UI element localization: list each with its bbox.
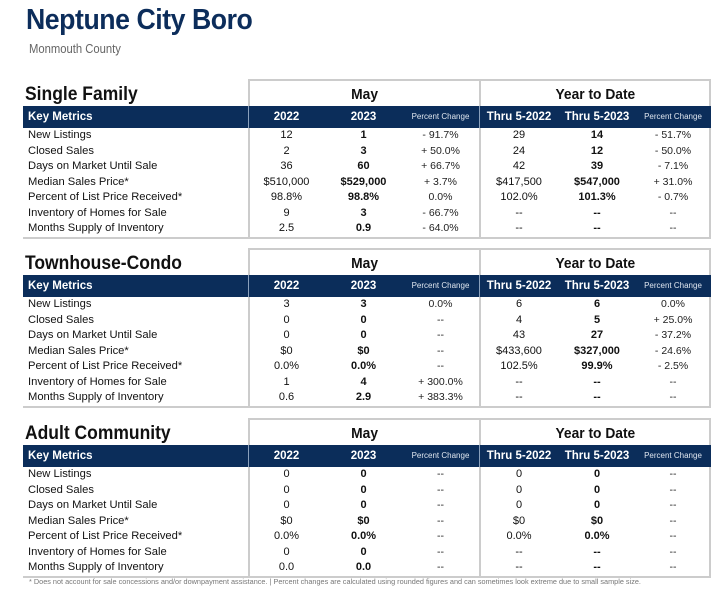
col-header-c6: Percent Change — [644, 112, 702, 121]
value-2022: 0.6 — [278, 391, 295, 403]
percent-change-ytd: - 2.5% — [657, 360, 689, 372]
value-ytd-2022: 102.0% — [500, 191, 538, 203]
section-single-family — [23, 79, 711, 239]
value-2022: 98.8% — [270, 191, 303, 203]
table-row — [23, 467, 711, 483]
col-header-c3: Percent Change — [411, 451, 470, 460]
percent-change-month: -- — [437, 344, 444, 357]
column-divider — [479, 297, 481, 406]
value-ytd-2023: 0 — [593, 468, 601, 480]
percent-change-month: -- — [437, 561, 444, 573]
table-right-border — [709, 128, 711, 237]
value-ytd-2022: 0 — [515, 468, 523, 480]
percent-change-ytd: -- — [669, 375, 677, 388]
percent-change-ytd: + 31.0% — [653, 175, 693, 188]
ytd-group-label: Year to Date — [555, 86, 635, 103]
percent-change-ytd: -- — [669, 483, 677, 496]
metric-label: Median Sales Price* — [28, 175, 129, 188]
header-divider — [479, 106, 480, 128]
table-row — [23, 297, 711, 313]
col-header-c1: 2022 — [273, 280, 300, 292]
value-ytd-2022: $433,600 — [496, 344, 542, 357]
metric-label: Median Sales Price* — [28, 344, 129, 357]
percent-change-ytd: - 24.6% — [654, 344, 692, 357]
metric-label: Days on Market Until Sale — [28, 329, 158, 341]
table-row — [23, 359, 711, 375]
col-header-c6: Percent Change — [644, 281, 702, 290]
value-ytd-2023: 6 — [593, 298, 601, 310]
percent-change-month: -- — [437, 313, 444, 326]
ytd-group-header — [479, 418, 711, 445]
section-title: Single Family — [25, 84, 138, 105]
column-divider — [479, 467, 481, 576]
value-2023: 0 — [360, 499, 367, 511]
value-2023: 3 — [360, 298, 367, 310]
percent-change-ytd: -- — [669, 499, 677, 511]
value-2023: 3 — [360, 144, 367, 157]
percent-change-ytd: 0.0% — [661, 298, 685, 310]
table-row — [23, 529, 711, 545]
month-group-label: May — [351, 86, 378, 103]
section-heading-row — [23, 79, 711, 106]
percent-change-month: + 66.7% — [421, 160, 460, 172]
table-row — [23, 190, 711, 206]
value-2023: 1 — [360, 129, 367, 141]
col-header-c3: Percent Change — [411, 281, 470, 290]
metric-label: Months Supply of Inventory — [28, 561, 164, 573]
value-ytd-2022: -- — [515, 222, 523, 234]
col-header-c1: 2022 — [273, 450, 300, 462]
header-divider — [479, 275, 480, 297]
metric-label: Inventory of Homes for Sale — [28, 545, 167, 558]
value-2022: 0 — [283, 313, 290, 326]
table-row — [23, 560, 711, 576]
table-row — [23, 514, 711, 530]
value-2022: 0.0% — [273, 360, 300, 372]
value-2022: $0 — [280, 344, 293, 357]
column-divider — [248, 128, 250, 237]
percent-change-ytd: -- — [669, 468, 677, 480]
value-ytd-2022: 24 — [512, 144, 526, 157]
value-2022: 3 — [283, 298, 290, 310]
col-header-c2: 2023 — [350, 450, 377, 462]
metric-label: Closed Sales — [28, 483, 94, 496]
table-row — [23, 144, 711, 160]
table-row — [23, 328, 711, 344]
value-2022: 9 — [283, 206, 290, 219]
value-ytd-2022: 6 — [515, 298, 523, 310]
percent-change-month: -- — [437, 499, 444, 511]
section-title: Adult Community — [25, 423, 171, 444]
value-ytd-2023: -- — [593, 222, 601, 234]
value-ytd-2022: 0 — [515, 499, 523, 511]
col-header-c4: Thru 5-2022 — [486, 280, 552, 292]
percent-change-month: + 50.0% — [421, 144, 460, 157]
col-header-c4: Thru 5-2022 — [486, 111, 552, 123]
percent-change-ytd: -- — [669, 545, 677, 558]
metric-label: New Listings — [28, 129, 92, 141]
percent-change-month: - 66.7% — [422, 206, 459, 219]
col-header-c5: Thru 5-2023 — [564, 450, 630, 462]
value-ytd-2023: -- — [593, 206, 601, 219]
percent-change-month: -- — [437, 514, 444, 527]
percent-change-ytd: - 37.2% — [654, 329, 692, 341]
percent-change-month: 0.0% — [428, 191, 453, 203]
footnote: * Does not account for sale concessions and/or downpayment assistance. | Percent changes are calculated using rounded figures and can sometimes look extreme due to small sample size. — [29, 577, 641, 586]
value-ytd-2022: 42 — [512, 160, 526, 172]
section-adult-community — [23, 418, 711, 578]
value-2023: 0.0% — [350, 530, 377, 542]
percent-change-month: -- — [437, 483, 444, 496]
col-header-c6: Percent Change — [644, 451, 702, 460]
value-ytd-2022: 0.0% — [506, 530, 532, 542]
value-2023: 0.9 — [355, 222, 372, 234]
ytd-group-header — [479, 248, 711, 275]
value-2023: $0 — [357, 344, 370, 357]
metrics-table-body — [23, 128, 711, 239]
value-ytd-2022: $0 — [512, 514, 526, 527]
value-ytd-2023: -- — [593, 545, 601, 558]
percent-change-month: + 300.0% — [418, 375, 463, 388]
percent-change-ytd: - 50.0% — [654, 144, 692, 157]
table-row — [23, 375, 711, 391]
value-ytd-2022: 29 — [512, 129, 526, 141]
value-ytd-2023: $547,000 — [574, 175, 620, 188]
value-2022: 2.5 — [278, 222, 295, 234]
percent-change-ytd: -- — [669, 222, 677, 234]
col-header-c1: 2022 — [273, 111, 300, 123]
value-ytd-2022: -- — [515, 391, 523, 403]
value-2023: 0 — [360, 313, 367, 326]
value-2023: 60 — [357, 160, 370, 172]
value-ytd-2023: -- — [593, 561, 601, 573]
column-header-bar — [23, 275, 711, 297]
value-2022: 0 — [283, 329, 290, 341]
value-ytd-2023: 27 — [590, 329, 604, 341]
value-ytd-2022: -- — [515, 561, 523, 573]
value-ytd-2022: 0 — [515, 483, 523, 496]
percent-change-month: + 3.7% — [424, 175, 457, 188]
table-row — [23, 344, 711, 360]
percent-change-ytd: - 0.7% — [657, 191, 689, 203]
value-2023: $529,000 — [340, 175, 387, 188]
value-ytd-2023: 0 — [593, 483, 601, 496]
column-divider — [248, 297, 250, 406]
value-ytd-2022: 43 — [512, 329, 526, 341]
month-group-label: May — [351, 255, 378, 272]
col-header-c5: Thru 5-2023 — [564, 280, 630, 292]
ytd-group-label: Year to Date — [555, 255, 635, 272]
header-divider — [248, 275, 249, 297]
col-key-metrics: Key Metrics — [28, 450, 93, 462]
value-ytd-2023: 12 — [590, 144, 604, 157]
percent-change-month: -- — [437, 329, 444, 341]
metric-label: Percent of List Price Received* — [28, 191, 183, 203]
metric-label: Months Supply of Inventory — [28, 222, 164, 234]
ytd-group-header — [479, 79, 711, 106]
section-townhouse-condo — [23, 248, 711, 408]
col-header-c3: Percent Change — [411, 112, 470, 121]
value-ytd-2023: 99.9% — [581, 360, 613, 372]
percent-change-ytd: -- — [669, 391, 677, 403]
percent-change-ytd: -- — [669, 530, 677, 542]
metric-label: Months Supply of Inventory — [28, 391, 164, 403]
value-2023: 4 — [360, 375, 367, 388]
page-title: Neptune City Boro — [26, 4, 253, 36]
table-row — [23, 175, 711, 191]
header-divider — [248, 445, 249, 467]
header-divider — [248, 106, 249, 128]
month-group-header — [248, 418, 479, 445]
metric-label: Inventory of Homes for Sale — [28, 206, 167, 219]
table-row — [23, 159, 711, 175]
col-key-metrics: Key Metrics — [28, 111, 93, 123]
value-2023: 0 — [360, 329, 367, 341]
value-2022: 0 — [283, 483, 290, 496]
value-ytd-2023: 0.0% — [584, 530, 610, 542]
col-header-c5: Thru 5-2023 — [564, 111, 630, 123]
value-2023: $0 — [357, 514, 370, 527]
metric-label: Percent of List Price Received* — [28, 530, 183, 542]
value-2023: 0.0 — [355, 561, 372, 573]
percent-change-ytd: -- — [669, 206, 677, 219]
value-ytd-2023: 14 — [590, 129, 604, 141]
percent-change-month: - 64.0% — [422, 222, 459, 234]
value-ytd-2023: -- — [593, 391, 601, 403]
col-key-metrics: Key Metrics — [28, 280, 93, 292]
percent-change-ytd: - 7.1% — [657, 160, 689, 172]
section-title: Townhouse-Condo — [25, 253, 182, 274]
table-row — [23, 483, 711, 499]
value-ytd-2022: -- — [515, 375, 523, 388]
percent-change-month: -- — [437, 360, 444, 372]
value-2023: 98.8% — [347, 191, 380, 203]
month-group-header — [248, 248, 479, 275]
percent-change-month: - 91.7% — [422, 129, 459, 141]
value-2022: 0.0% — [273, 530, 300, 542]
value-ytd-2023: $327,000 — [574, 344, 620, 357]
section-heading-row — [23, 248, 711, 275]
value-ytd-2022: $417,500 — [496, 175, 542, 188]
percent-change-ytd: + 25.0% — [653, 313, 693, 326]
value-ytd-2022: 4 — [515, 313, 523, 326]
value-2022: 0.0 — [278, 561, 295, 573]
column-header-bar — [23, 106, 711, 128]
value-ytd-2023: 0 — [593, 499, 601, 511]
ytd-group-label: Year to Date — [555, 425, 635, 442]
percent-change-ytd: -- — [669, 514, 677, 527]
value-2022: 0 — [283, 499, 290, 511]
percent-change-month: + 383.3% — [418, 391, 463, 403]
percent-change-ytd: -- — [669, 561, 677, 573]
table-row — [23, 313, 711, 329]
value-2022: 1 — [283, 375, 290, 388]
percent-change-ytd: - 51.7% — [654, 129, 692, 141]
value-2022: 12 — [280, 129, 293, 141]
col-header-c2: 2023 — [350, 111, 377, 123]
metrics-table-body — [23, 297, 711, 408]
value-2023: 0 — [360, 545, 367, 558]
month-group-header — [248, 79, 479, 106]
metric-label: New Listings — [28, 298, 92, 310]
metrics-table-body — [23, 467, 711, 578]
percent-change-month: -- — [437, 468, 444, 480]
value-ytd-2023: $0 — [590, 514, 604, 527]
metric-label: Inventory of Homes for Sale — [28, 375, 167, 388]
table-row — [23, 390, 711, 406]
header-divider — [479, 445, 480, 467]
table-row — [23, 128, 711, 144]
value-2023: 0 — [360, 468, 367, 480]
table-right-border — [709, 467, 711, 576]
table-row — [23, 545, 711, 561]
table-row — [23, 206, 711, 222]
value-ytd-2022: -- — [515, 206, 523, 219]
metric-label: Median Sales Price* — [28, 514, 129, 527]
value-2023: 0.0% — [350, 360, 377, 372]
percent-change-month: -- — [437, 530, 444, 542]
value-2022: 2 — [283, 144, 290, 157]
value-ytd-2023: -- — [593, 375, 601, 388]
value-2022: 36 — [280, 160, 293, 172]
col-header-c2: 2023 — [350, 280, 377, 292]
value-2022: $510,000 — [263, 175, 310, 188]
value-2023: 2.9 — [355, 391, 372, 403]
metric-label: Closed Sales — [28, 313, 94, 326]
col-header-c4: Thru 5-2022 — [486, 450, 552, 462]
value-2022: 0 — [283, 468, 290, 480]
month-group-label: May — [351, 425, 378, 442]
table-row — [23, 498, 711, 514]
metric-label: Days on Market Until Sale — [28, 160, 158, 172]
metric-label: Closed Sales — [28, 144, 94, 157]
value-ytd-2023: 39 — [590, 160, 604, 172]
column-divider — [479, 128, 481, 237]
value-2022: 0 — [283, 545, 290, 558]
metric-label: Percent of List Price Received* — [28, 360, 183, 372]
metric-label: New Listings — [28, 468, 92, 480]
value-ytd-2022: 102.5% — [500, 360, 538, 372]
table-row — [23, 221, 711, 237]
column-divider — [248, 467, 250, 576]
percent-change-month: -- — [437, 545, 444, 558]
table-right-border — [709, 297, 711, 406]
value-ytd-2023: 101.3% — [578, 191, 616, 203]
metric-label: Days on Market Until Sale — [28, 499, 158, 511]
value-ytd-2022: -- — [515, 545, 523, 558]
value-2022: $0 — [280, 514, 293, 527]
column-header-bar — [23, 445, 711, 467]
county-subtitle: Monmouth County — [29, 42, 121, 56]
section-heading-row — [23, 418, 711, 445]
value-2023: 0 — [360, 483, 367, 496]
value-2023: 3 — [360, 206, 367, 219]
percent-change-month: 0.0% — [428, 298, 453, 310]
value-ytd-2023: 5 — [593, 313, 601, 326]
